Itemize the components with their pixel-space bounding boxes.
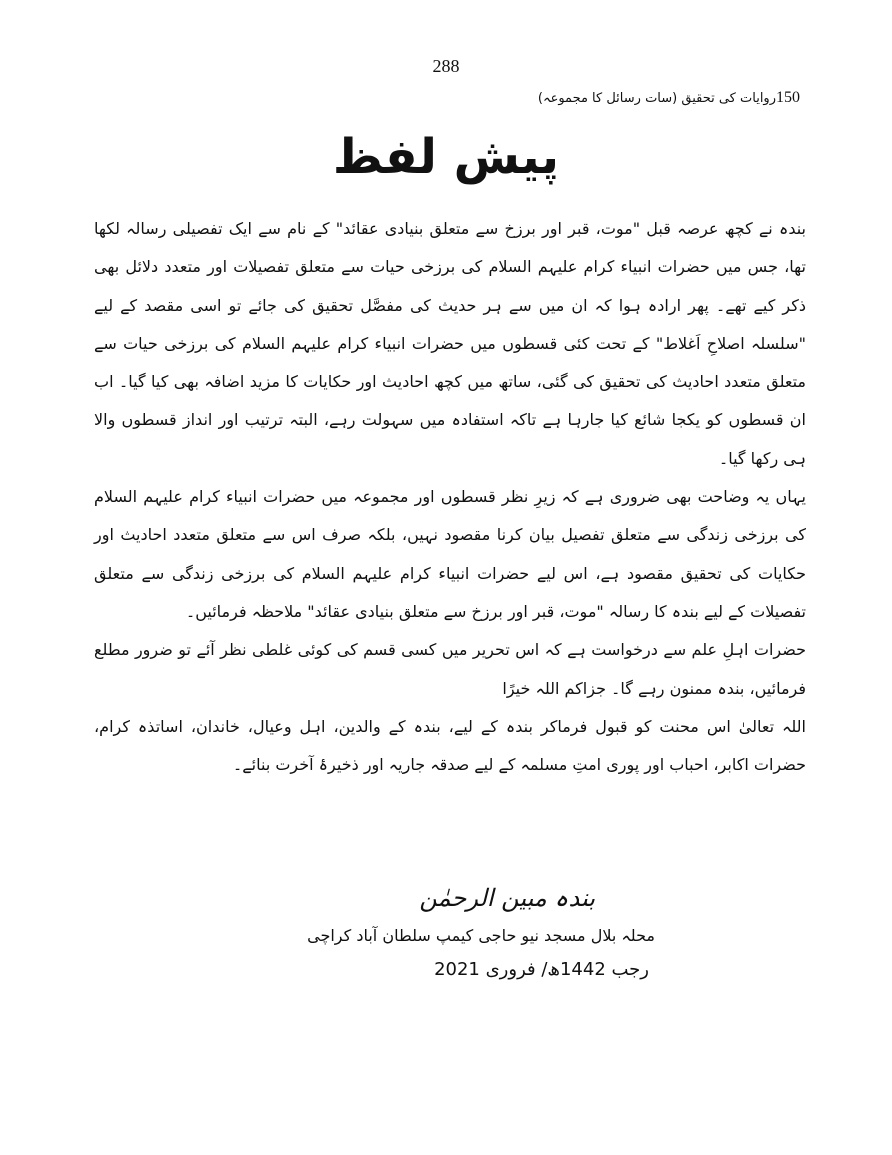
author-date: رجب 1442ھ/ فروری 2021 (434, 959, 649, 980)
author-name: بندہ مبین الرحمٰن (419, 884, 595, 912)
paragraph-3: حضرات اہلِ علم سے درخواست ہے کہ اس تحریر میں کسی قسم کی کوئی غلطی نظر آئے تو ضرور مطلع فرمائیں، بندہ ممنون رہے گا۔ جزاکم اللہ خیرًا (94, 640, 806, 698)
paragraph-2: یہاں یہ وضاحت بھی ضروری ہے کہ زیرِ نظر قسطوں اور مجموعہ میں حضرات انبیاء کرام علیہم السلام کی برزخی زندگی سے متعلق تفصیل بیان کرنا مقصود نہیں، بلکہ صرف اس سے متعلق متعدد احادیث اور حکایات کی تحقیق مقصود ہے، اس لیے حضرات انبیاء کرام علیہم السلام کی برزخی زندگی سے متعلق تفصیلات کے لیے بندہ کا رسالہ "موت، قبر اور برزخ سے متعلق بنیادی عقائد" ملاحظہ فرمائیں۔ (94, 487, 806, 621)
running-header-number: 150 (776, 89, 800, 106)
preface-body (94, 210, 806, 784)
running-header-text: روایات کی تحقیق (سات رسائل کا مجموعہ) (537, 91, 776, 106)
paragraph-4: اللہ تعالیٰ اس محنت کو قبول فرماکر بندہ کے لیے، بندہ کے والدین، اہل وعیال، خاندان، اساتذہ کرام، حضرات اکابر، احباب اور پوری امتِ مسلمہ کے لیے صدقہ جاریہ اور ذخیرۂ آخرت بنائے۔ (94, 716, 806, 775)
paragraph-1: بندہ نے کچھ عرصہ قبل "موت، قبر اور برزخ سے متعلق بنیادی عقائد" کے نام سے ایک تفصیلی رسالہ لکھا تھا، جس میں حضرات انبیاء کرام علیہم السلام کی برزخی حیات سے متعلق تفصیلات اور متعدد دلائل بھی ذکر کیے تھے۔ پھر ارادہ ہوا کہ ان میں سے ہر حدیث کی مفصَّل تحقیق کی جائے تو اسی مقصد کے لیے "سلسلہ اصلاحِ اَغلاط" کے تحت کئی قسطوں میں حضرات انبیاء کرام علیہم السلام کی برزخی حیات سے متعلق متعدد احادیث کی تحقیق کی گئی، ساتھ میں کچھ احادیث اور حکایات کا مزید اضافہ بھی کیا گیا۔ اب ان قسطوں کو یکجا شائع کیا جارہا ہے تاکہ استفادہ میں سہولت رہے، البتہ ترتیب اور انداز قسطوں والا ہی رکھا گیا۔ (94, 219, 806, 468)
page-number: 288 (432, 56, 460, 76)
author-address: محلہ بلال مسجد نیو حاجی کیمپ سلطان آباد کراچی (307, 926, 655, 945)
page-title: پیش لفظ (332, 129, 560, 185)
signature-block (0, 884, 655, 980)
running-header (538, 89, 800, 107)
